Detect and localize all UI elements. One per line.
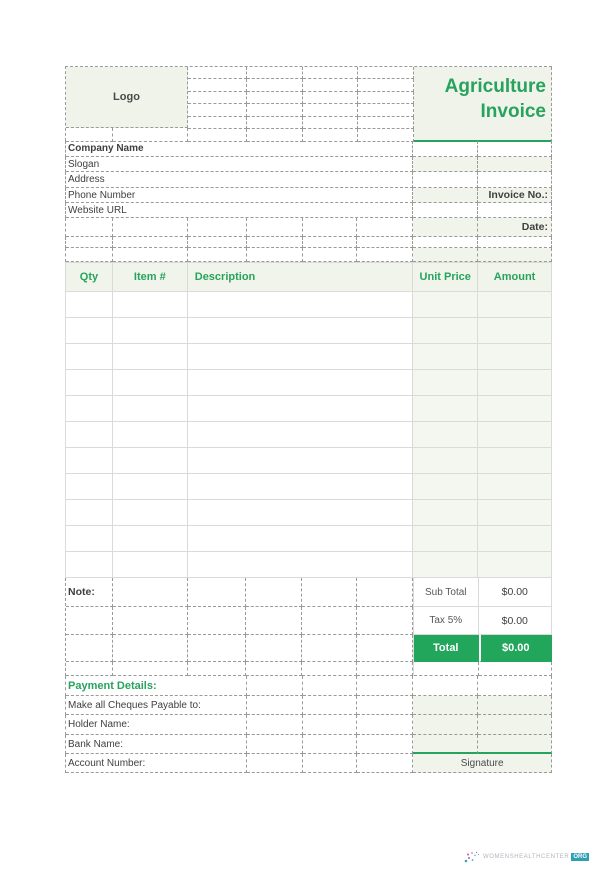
company-slogan-row: [65, 157, 552, 172]
company-slogan: Slogan: [66, 157, 413, 172]
item-row: [66, 474, 552, 500]
company-phone-row: [65, 188, 552, 203]
payment-title-row: [65, 676, 552, 696]
watermark-text: WOMENSHEALTHCENTER: [482, 854, 570, 860]
item-row: [66, 396, 552, 422]
subtotal-row: [414, 578, 552, 607]
item-row: [66, 370, 552, 396]
logo-sub-cells: [66, 128, 188, 142]
total-label: Total: [414, 635, 479, 662]
watermark-badge: ORG: [573, 854, 587, 860]
subtotal-value: $0.00: [479, 578, 552, 607]
account-number-label: Account Number:: [66, 754, 247, 773]
invoice-header: [65, 66, 552, 141]
company-name: Company Name: [66, 141, 413, 157]
item-row: [66, 422, 552, 448]
item-row: [66, 318, 552, 344]
title-line-1: Agriculture: [444, 76, 546, 97]
note-label: Note:: [66, 578, 113, 607]
watermark: [463, 849, 589, 865]
totals-block: [413, 578, 552, 676]
item-row: [66, 500, 552, 526]
company-phone: Phone Number: [66, 188, 413, 203]
items-table: [65, 262, 552, 578]
holder-name-label: Holder Name:: [66, 715, 247, 735]
title-line-2: Invoice: [480, 101, 546, 122]
company-address-row: [65, 172, 552, 188]
item-row: [66, 526, 552, 552]
spacer-row-2: [65, 248, 552, 262]
totals-spacer-row: [414, 662, 552, 676]
logo-placeholder: [66, 67, 188, 128]
item-row: [66, 448, 552, 474]
tax-label: Tax 5%: [414, 607, 479, 635]
payment-details-title: Payment Details:: [66, 676, 247, 696]
total-value: $0.00: [479, 635, 552, 662]
column-unit-price: Unit Price: [413, 263, 478, 292]
logo-label: Logo: [113, 91, 140, 103]
watermark-dots-icon: [463, 850, 481, 864]
header-grid: [188, 67, 414, 141]
items-table-header: [66, 263, 552, 292]
date-label: Date:: [478, 218, 552, 237]
invoice-sheet: [65, 66, 552, 773]
logo-column: [66, 67, 188, 141]
spacer-row-1: [65, 237, 552, 248]
signature-label: Signature: [413, 754, 552, 773]
item-row: [66, 292, 552, 318]
column-qty: Qty: [66, 263, 113, 292]
company-website-row: [65, 203, 552, 218]
note-totals-section: [65, 578, 552, 676]
tax-value: $0.00: [479, 607, 552, 635]
company-name-row: [65, 141, 552, 157]
item-row: [66, 344, 552, 370]
items-table-body: [66, 292, 552, 578]
total-row: [414, 635, 552, 662]
holder-name-row: [65, 715, 552, 735]
date-row: [65, 218, 552, 237]
invoice-no-label: Invoice No.:: [478, 188, 552, 203]
cheques-label: Make all Cheques Payable to:: [66, 696, 247, 715]
company-website: Website URL: [66, 203, 413, 218]
column-amount: Amount: [478, 263, 552, 292]
item-row: [66, 552, 552, 578]
signature-line: [413, 735, 478, 754]
tax-row: [414, 607, 552, 635]
column-description: Description: [188, 263, 414, 292]
note-area: [65, 578, 413, 676]
subtotal-label: Sub Total: [414, 578, 479, 607]
invoice-title: [414, 67, 552, 142]
bank-name-row: [65, 735, 552, 754]
bank-name-label: Bank Name:: [66, 735, 247, 754]
cheques-row: [65, 696, 552, 715]
company-address: Address: [66, 172, 413, 188]
account-number-row: [65, 754, 552, 773]
column-item: Item #: [113, 263, 188, 292]
